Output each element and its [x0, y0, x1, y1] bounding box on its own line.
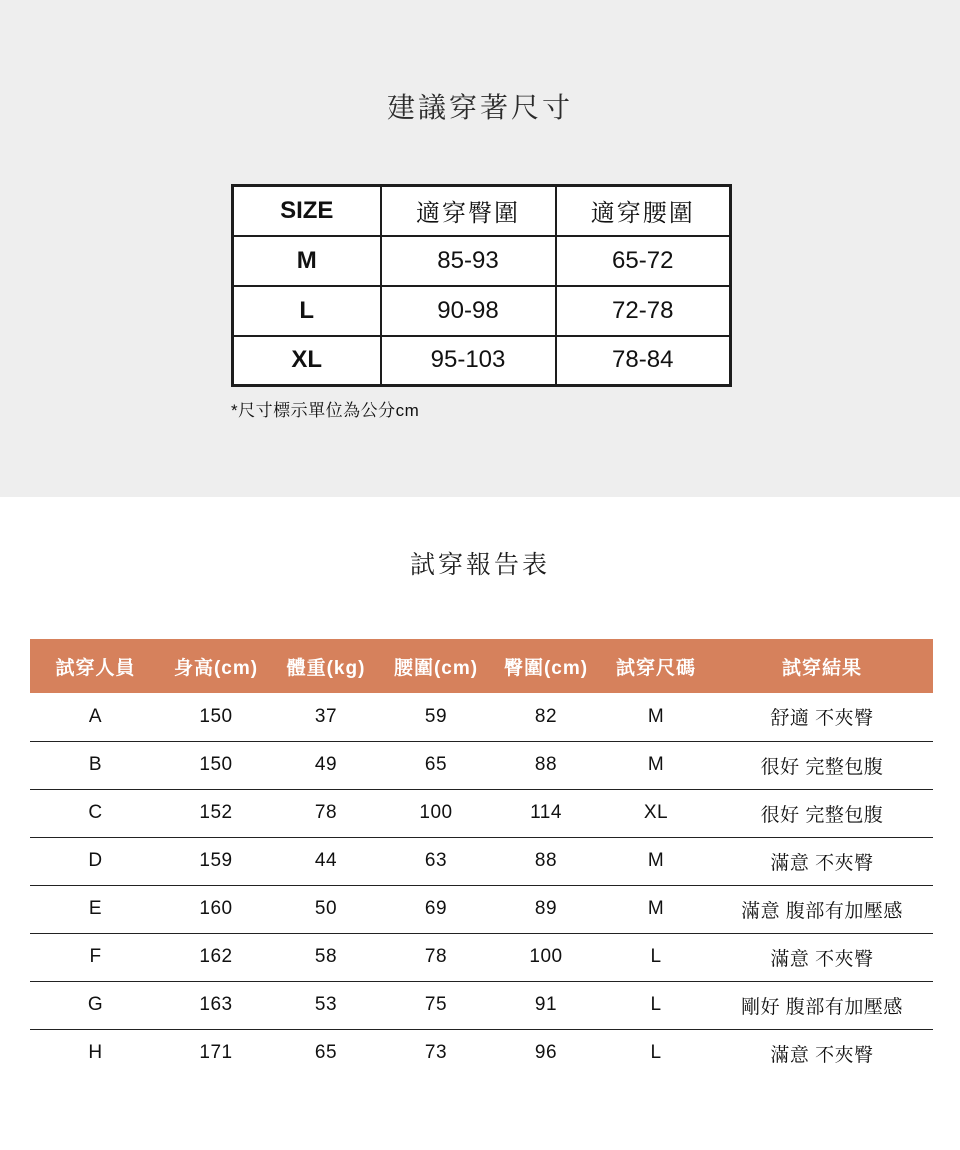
table-cell: 滿意 不夾臀	[770, 1044, 874, 1066]
table-cell: L	[601, 981, 711, 1029]
table-row	[30, 885, 933, 933]
size-unit-footnote: *尺寸標示單位為公分cm	[231, 401, 420, 420]
table-cell: 163	[161, 981, 271, 1029]
table-cell: 152	[161, 789, 271, 837]
table-cell: 舒適 不夾臀	[711, 693, 933, 741]
size-table-wrap	[231, 184, 729, 421]
size-column-header: SIZE	[233, 186, 381, 236]
size-table	[231, 184, 732, 387]
table-cell: E	[30, 885, 161, 933]
table-row	[30, 1029, 933, 1077]
table-cell: 160	[161, 885, 271, 933]
table-cell: L	[650, 1042, 662, 1064]
table-cell: L	[601, 933, 711, 981]
table-cell: 72-78	[556, 286, 731, 336]
table-cell: 78	[271, 789, 381, 837]
table-cell: 73	[424, 1042, 448, 1064]
table-cell: D	[30, 837, 161, 885]
table-cell: 50	[271, 885, 381, 933]
table-cell: 63	[381, 837, 491, 885]
table-cell: 65-72	[556, 236, 731, 286]
height-column-header: 身高(cm)	[161, 639, 271, 693]
table-cell: M	[233, 236, 381, 286]
table-cell: 53	[271, 981, 381, 1029]
table-cell: H	[88, 1042, 103, 1064]
suggested-size-section	[0, 0, 960, 497]
hip-column-header: 適穿臀圍	[381, 186, 556, 236]
table-cell: 78-84	[556, 336, 731, 386]
table-cell: 49	[271, 741, 381, 789]
weight-column-header: 體重(kg)	[271, 639, 381, 693]
table-cell: 100	[491, 933, 601, 981]
table-row	[233, 236, 731, 286]
table-cell: 114	[491, 789, 601, 837]
table-cell: 89	[491, 885, 601, 933]
table-cell: 150	[161, 693, 271, 741]
table-cell: 滿意 不夾臀	[711, 933, 933, 981]
table-cell: 85-93	[381, 236, 556, 286]
table-cell: A	[30, 693, 161, 741]
tester-column-header: 試穿人員	[30, 639, 161, 693]
size-table-body	[233, 236, 731, 386]
hip-column-header: 臀圍(cm)	[491, 639, 601, 693]
table-cell: 58	[271, 933, 381, 981]
table-cell: 37	[271, 693, 381, 741]
fitting-report-table	[30, 639, 933, 1077]
table-cell: 88	[491, 741, 601, 789]
waist-column-header: 腰圍(cm)	[381, 639, 491, 693]
table-cell: 很好 完整包腹	[711, 789, 933, 837]
table-cell: L	[233, 286, 381, 336]
table-cell: 65	[314, 1042, 338, 1064]
table-row	[233, 336, 731, 386]
table-row	[30, 789, 933, 837]
table-cell: 59	[381, 693, 491, 741]
table-row	[30, 693, 933, 741]
table-cell: 44	[271, 837, 381, 885]
table-cell: 100	[381, 789, 491, 837]
fitting-table-body	[30, 693, 933, 1077]
table-cell: 171	[199, 1042, 233, 1064]
fitting-report-title: 試穿報告表	[409, 551, 550, 579]
table-cell: M	[601, 837, 711, 885]
waist-column-header: 適穿腰圍	[556, 186, 731, 236]
table-row	[30, 933, 933, 981]
table-cell: M	[601, 885, 711, 933]
result-column-header: 試穿結果	[711, 639, 933, 693]
table-cell: 78	[381, 933, 491, 981]
table-cell: 滿意 腹部有加壓感	[711, 885, 933, 933]
table-cell: B	[30, 741, 161, 789]
table-cell: 很好 完整包腹	[711, 741, 933, 789]
table-row	[30, 837, 933, 885]
table-cell: 159	[161, 837, 271, 885]
table-cell: G	[30, 981, 161, 1029]
table-cell: 82	[491, 693, 601, 741]
table-cell: 90-98	[381, 286, 556, 336]
table-cell: M	[601, 741, 711, 789]
table-cell: 75	[381, 981, 491, 1029]
table-row	[233, 286, 731, 336]
table-cell: 65	[381, 741, 491, 789]
table-cell: C	[30, 789, 161, 837]
table-cell: F	[30, 933, 161, 981]
table-cell: 88	[491, 837, 601, 885]
table-cell: M	[601, 693, 711, 741]
table-row	[30, 741, 933, 789]
table-cell: 162	[161, 933, 271, 981]
size-table-header-row	[233, 186, 731, 236]
table-cell: 剛好 腹部有加壓感	[711, 981, 933, 1029]
table-cell: XL	[233, 336, 381, 386]
table-cell: 150	[161, 741, 271, 789]
table-cell: 滿意 不夾臀	[711, 837, 933, 885]
suggested-size-title: 建議穿著尺寸	[386, 92, 573, 123]
fitting-table-header-row	[30, 639, 933, 693]
fitting-report-section	[0, 497, 960, 1077]
table-row	[30, 981, 933, 1029]
table-cell: 96	[534, 1042, 558, 1064]
table-cell: 69	[381, 885, 491, 933]
table-cell: 91	[491, 981, 601, 1029]
table-cell: 95-103	[381, 336, 556, 386]
table-cell: XL	[601, 789, 711, 837]
size-worn-column-header: 試穿尺碼	[601, 639, 711, 693]
